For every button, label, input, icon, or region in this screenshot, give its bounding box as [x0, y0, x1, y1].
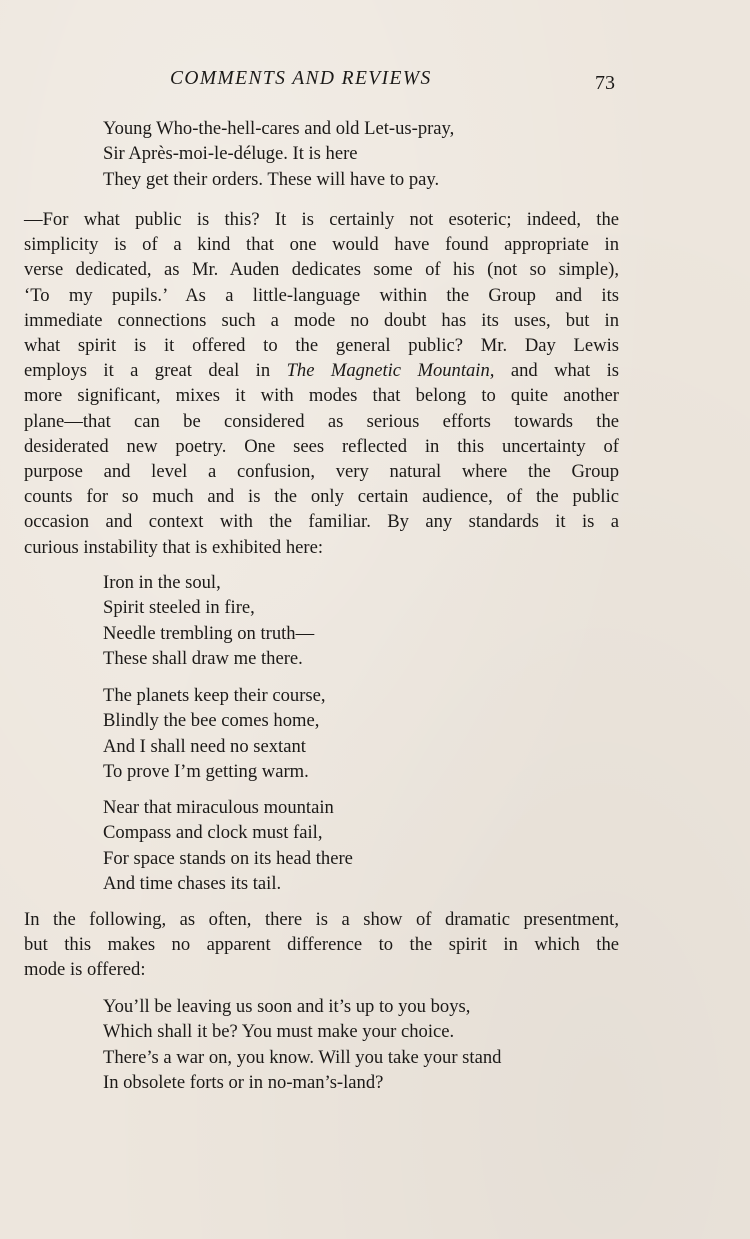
prose-fragment: and what is [510, 360, 620, 382]
prose-line: ‘To my pupils.’ As a little-language within the Group and its [24, 284, 619, 306]
verse-line: Blindly the bee comes home, [103, 710, 320, 732]
verse-line: The planets keep their course, [103, 685, 326, 706]
paragraph-2 [0, 907, 619, 983]
verse-line: There’s a war on, you know. Will you take your stand [103, 1046, 502, 1068]
verse-stanza-2 [0, 683, 750, 784]
prose-line-with-title [24, 358, 619, 383]
verse-line: Young Who-the-hell-cares and old Let-us-pray, [103, 118, 455, 139]
prose-line: occasion and context with the familiar. By any standards it is a [24, 511, 619, 533]
verse-stanza-3 [0, 795, 750, 896]
verse-line: These shall draw me there. [103, 647, 303, 669]
verse-line: And time chases its tail. [103, 872, 282, 894]
verse-line: Needle trembling on truth— [103, 622, 315, 644]
prose-line: counts for so much and is the only certain audience, of the public [24, 486, 619, 508]
prose-line: plane—that can be considered as serious efforts towards the [24, 410, 619, 432]
prose-line: curious instability that is exhibited here: [24, 536, 323, 558]
verse-line: Compass and clock must fail, [103, 822, 323, 844]
prose-fragment: employs it a great deal in [24, 360, 271, 382]
verse-line: They get their orders. These will have to pay. [103, 168, 440, 190]
prose-line: but this makes no apparent difference to the spirit in which the [24, 934, 619, 956]
verse-line: For space stands on its head there [103, 847, 353, 869]
verse-line: Sir Après-moi-le-déluge. It is here [103, 143, 358, 165]
verse-line: Which shall it be? You must make your choice. [103, 1021, 455, 1043]
verse-line: In obsolete forts or in no-man’s-land? [103, 1071, 384, 1093]
prose-line: verse dedicated, as Mr. Auden dedicates some of his (not so simple), [24, 259, 619, 281]
running-title: COMMENTS AND REVIEWS [170, 68, 432, 89]
prose-line: desiderated new poetry. One sees reflected in this uncertainty of [24, 435, 619, 457]
prose-line: In the following, as often, there is a show of dramatic presentment, [24, 909, 619, 930]
paragraph-1 [0, 207, 619, 560]
verse-line: To prove I’m getting warm. [103, 760, 309, 782]
prose-line: simplicity is of a kind that one would have found appropriate in [24, 234, 619, 256]
prose-line: immediate connections such a mode no doubt has its uses, but in [24, 309, 619, 331]
verse-line: Iron in the soul, [103, 572, 221, 593]
prose-line: mode is offered: [24, 959, 146, 981]
verse-stanza-1 [0, 570, 750, 671]
book-title: The Magnetic Mountain, [286, 360, 495, 382]
prose-line: —For what public is this? It is certainly not esoteric; indeed, the [24, 209, 619, 230]
verse-line: Spirit steeled in fire, [103, 597, 255, 619]
verse-line: Near that miraculous mountain [103, 797, 334, 818]
prose-line: what spirit is it offered to the general public? Mr. Day Lewis [24, 335, 619, 357]
verse-line: And I shall need no sextant [103, 735, 306, 757]
running-head [0, 66, 750, 96]
prose-line: purpose and level a confusion, very natural where the Group [24, 461, 619, 483]
verse-excerpt-3 [0, 994, 750, 1095]
prose-line: more significant, mixes it with modes that belong to quite another [24, 385, 619, 407]
page-number: 73 [595, 72, 615, 94]
verse-excerpt-1 [0, 116, 750, 192]
verse-line: You’ll be leaving us soon and it’s up to you boys, [103, 996, 471, 1017]
